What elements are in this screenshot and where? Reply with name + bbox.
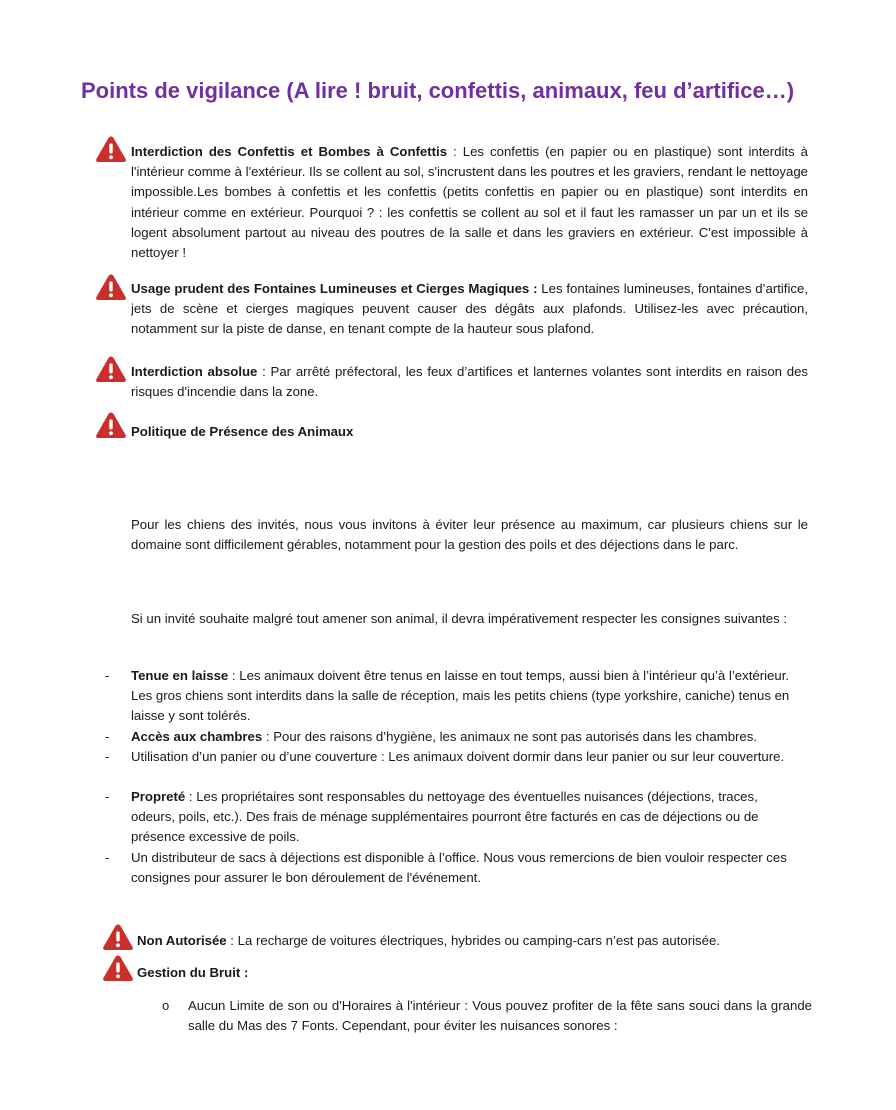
interdiction-text: : Par arrêté préfectoral, les feux d’artifices et lanternes volantes sont interdits en raison des risques d'incendie dans la zone. xyxy=(131,364,808,400)
recharge-heading: Non Autorisée xyxy=(137,933,227,948)
animaux-heading: Politique de Présence des Animaux xyxy=(131,424,354,439)
animaux-heading-paragraph xyxy=(131,422,808,442)
bullet-circle: o xyxy=(162,998,170,1013)
recharge-text: : La recharge de voitures électriques, hybrides ou camping-cars n’est pas autorisée. xyxy=(226,933,720,948)
list-item xyxy=(131,787,801,848)
bruit-heading: Gestion du Bruit : xyxy=(137,965,249,980)
bruit-heading-paragraph xyxy=(137,963,817,983)
confettis-paragraph xyxy=(131,142,808,263)
interdiction-paragraph xyxy=(131,362,808,402)
list-dash: - xyxy=(105,749,110,764)
list-item-text: : Pour des raisons d’hygiène, les animaux ne sont pas autorisés dans les chambres. xyxy=(262,729,758,744)
warning-triangle-icon xyxy=(95,355,127,383)
fontaines-heading: Usage prudent des Fontaines Lumineuses et Cierges Magiques : xyxy=(131,281,538,296)
warning-triangle-icon xyxy=(102,923,134,951)
animaux-paragraph-2: Si un invité souhaite malgré tout amener son animal, il devra impérativement respecter les consignes suivantes : xyxy=(131,611,788,626)
list-item-bold: Accès aux chambres xyxy=(131,729,263,744)
warning-triangle-icon xyxy=(95,273,127,301)
bruit-item: Aucun Limite de son ou d'Horaires à l'intérieur : Vous pouvez profiter de la fête sans souci dans la grande salle du Mas des 7 Fonts. Cependant, pour éviter les nuisances sonores : xyxy=(188,998,812,1034)
interdiction-heading: Interdiction absolue xyxy=(131,364,258,379)
list-dash: - xyxy=(105,789,110,804)
recharge-paragraph xyxy=(137,931,817,951)
list-dash: - xyxy=(105,729,110,744)
list-item-bold: Propreté xyxy=(131,789,186,804)
list-item xyxy=(131,747,801,767)
page-title: Points de vigilance (A lire ! bruit, confettis, animaux, feu d’artifice…) xyxy=(81,78,795,103)
warning-triangle-icon xyxy=(102,954,134,982)
list-item-text: Un distributeur de sacs à déjections est disponible à l’office. Nous vous remercions de bien vouloir respecter ces consignes pour assurer le bon déroulement de l'événement. xyxy=(131,850,787,886)
list-dash: - xyxy=(105,850,110,865)
confettis-text: : Les confettis (en papier ou en plastique) sont interdits à l'intérieur comme à l'extérieur. Ils se collent au sol, s'incrustent dans les poutres et les graviers, rendant le nettoyage impossible.Les bombes à confettis et les confettis (petits confettis en papier ou en plastique) sont interdits en intérieur comme en extérieur. Pourquoi ? : les confettis se collent au sol et il faut les ramasser un par un et ils se logent absolument partout au niveau des poutres de la salle et dans les graviers en extérieur. C'est impossible à nettoyer ! xyxy=(131,144,808,261)
list-dash: - xyxy=(105,668,110,683)
list-item-text: : Les propriétaires sont responsables du nettoyage des éventuelles nuisances (déjections, traces, odeurs, poils, etc.). Des frais de ménage supplémentaires pourront être facturés en cas de déjections ou de présence excessive de poils. xyxy=(131,789,759,845)
warning-triangle-icon xyxy=(95,135,127,163)
confettis-heading: Interdiction des Confettis et Bombes à Confettis xyxy=(131,144,448,159)
animaux-paragraph-1: Pour les chiens des invités, nous vous invitons à éviter leur présence au maximum, car plusieurs chiens sur le domaine sont difficilement gérables, notamment pour la gestion des poils et des déjections dans le parc. xyxy=(131,517,808,553)
warning-triangle-icon xyxy=(95,411,127,439)
fontaines-text: Les fontaines lumineuses, fontaines d’artifice, jets de scène et cierges magiques peuvent causer des dégâts aux plafonds. Utilisez-les avec précaution, notamment sur la piste de danse, en tenant compte de la hauteur sous plafond. xyxy=(131,281,808,337)
fontaines-paragraph xyxy=(131,279,808,340)
list-item xyxy=(131,666,801,727)
list-item-text: Utilisation d’un panier ou d’une couverture : Les animaux doivent dormir dans leur panier ou sur leur couverture. xyxy=(131,749,785,764)
list-item-text: : Les animaux doivent être tenus en laisse en tout temps, aussi bien à l’intérieur qu’à l’extérieur. Les gros chiens sont interdits dans la salle de réception, mais les petits chiens (type yorkshire, caniche) tenus en laisse y sont tolérés. xyxy=(131,668,790,724)
list-item xyxy=(131,848,801,888)
list-item xyxy=(131,727,801,747)
list-item-bold: Tenue en laisse xyxy=(131,668,229,683)
